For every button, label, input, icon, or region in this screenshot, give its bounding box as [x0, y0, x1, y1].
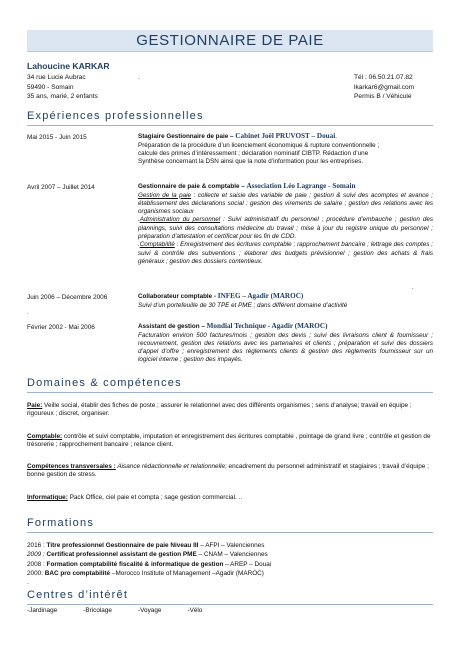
interests-list [27, 607, 228, 615]
section-education: Formations [27, 516, 433, 533]
address-line-2: 59490 - Somain [27, 83, 74, 91]
page-title: GESTIONNAIRE DE PAIE [136, 32, 324, 49]
job-org: INFEG – Agadir (MAROC) [217, 292, 304, 300]
job-line: Synthèse concernant la DSN ainsi que la note d’information pour les entreprises. [138, 158, 364, 166]
interest-item: -Jardinage [27, 607, 58, 614]
formation-item: 2008 : Formation comptabilité fiscalité & informatique de gestion – AREP – Douai [27, 560, 272, 568]
contact-details [354, 73, 414, 102]
candidate-name: Lahoucine KARKAR [27, 61, 110, 71]
job-paragraph: .Administration du personnel : Suivi administratif du personnel ; procédure d’embauche ; gestion des plannings, suivi des consultations médecine du travail ; mise à jour du registre unique du personnel ; préparation d’attestation et certificat pour les fin de CDD. [138, 216, 433, 240]
job-entry: Stagiaire Gestionnaire de paie – Cabinet Joël PRUVOST – Douai. Préparation de la procédure d’un licenciement économique & rupture conventionnelle ; calcule des primes d’intéressement ; déclaration nominatif CIBTP. Rédaction d’une Synthèse concernant la DSN ainsi que la note d’information pour les entreprises. [138, 132, 433, 166]
job-entry [138, 182, 433, 266]
job-line: Préparation de la procédure d’un licenciement économique & rupture conventionnelle ; [138, 141, 380, 149]
interest-item: -Bricolage [83, 607, 112, 614]
formation-list [27, 541, 433, 587]
job-role: Stagiaire Gestionnaire de paie – [138, 133, 236, 140]
job-line: calcule des primes d’intéressement ; déclaration nominatif CIBTP. Rédaction d’une [138, 149, 369, 157]
trailing-dot: . [27, 310, 29, 316]
skill-comptable: Comptable: contrôle et suivi comptable, imputation et enregistrement des écritures comptable , pointage de grand livre ; contrôle et gestion de trésorerie ; rapprochement bancaire ; relance client. [27, 433, 431, 449]
skill-paie: Paie: Veille social, établir des fiches de poste ; assurer le relationnel avec des différents organismes ; sens d’analyse; travail en équipe ; rigoureux ; discret, organiser. [27, 402, 412, 418]
job-entry [138, 322, 433, 365]
job-paragraph: Facturation environ 500 factures/mois ; gestion des devis ; suivi des livraisons client & fournisseur ; recouvrement, gestion des relations avec les partenaires et clients ; préparation et suivi des dossiers d’appel d’offre ; enregistrement des règlements clients & gestion des règlements fournisseur sur un logiciel interne ; gestion des impayés. [138, 331, 433, 364]
formation-item: 2009 : Certificat professionnel assistant de gestion PME – CNAM – Valenciennes [27, 551, 268, 559]
phone-number: Tél : 06.50.21.07.82 [354, 74, 413, 81]
job-date: Mai 2015 - Juin 2015 [27, 134, 87, 141]
driving-license: Permis B / Véhicule [354, 93, 412, 101]
contact-separator: . [138, 74, 140, 81]
skill-informatique: Informatique: Pack Office, ciel paie et compta ; sage gestion commercial. .. [27, 494, 243, 501]
job-role: Gestionnaire de paie & comptable – [138, 183, 247, 190]
address-line-1: 34 rue Lucie Aubrac [27, 74, 86, 81]
section-interests: Centres d’intérêt [27, 588, 433, 605]
section-experience: Expériences professionnelles [27, 109, 433, 126]
job-paragraph: .Comptabilité : Enregistrement des écritures comptable ; rapprochement bancaire ; lettrage des comptes ; suivi & contrôle des subventions ; élaborer des budgets prévisionnel ; gestion des achats & frais généraux ; gestion des dossiers contentieux. [138, 241, 433, 265]
skill-transversal: Compétences transversales : Aisance rédactionnelle et relationnelle; encadrement du personnel administratif et stagiaires ; travail d’équipe ; bonne gestion de stress. [27, 463, 429, 479]
personal-status: 35 ans, marié, 2 enfants [27, 93, 98, 101]
job-role: Assistant de gestion – [138, 323, 207, 330]
contact-address [27, 73, 98, 102]
job-org: Cabinet Joël PRUVOST – Douai [235, 132, 336, 140]
job-org: Association Léo Lagrange - Somain [246, 182, 356, 190]
job-entry [138, 292, 433, 310]
job-date: Juin 2006 – Décembre 2006 [27, 294, 108, 301]
job-date: Avril 2007 – Juillet 2014 [27, 184, 95, 191]
interest-item: -Vélo [187, 607, 203, 614]
section-skills: Domaines & compétences [27, 376, 433, 393]
formation-item: 2000: BAC pro comptabilité –Morocco Institute of Management –Agadir (MAROC) [27, 569, 264, 577]
formation-dot: . [27, 579, 29, 587]
interest-item: -Voyage [137, 607, 162, 614]
email-address: lkarkar6@gmail.com [354, 83, 415, 91]
trailing-dot: . [412, 285, 414, 291]
formation-item: 2016 : Titre professionnel Gestionnaire de paie Niveau III – AFPI – Valenciennes [27, 542, 265, 549]
job-line: Suivi d’un portefeuille de 30 TPE et PME ; dans différent domaine d’activité [138, 301, 348, 309]
job-date: Février 2002 - Mai 2006 [27, 324, 95, 331]
job-org: Mondial Technique - Agadir (MAROC) [206, 322, 328, 330]
title-banner [27, 30, 433, 52]
job-paragraph: Gestion de la paie : collecte et saisie des variable de paie ; gestion & suivi des acomptes et avance ; établissement des déclarations social ; gestion des virements de salaire ; gestion des relations avec les organismes sociaux [138, 191, 433, 216]
job-role: Collaborateur comptable - [138, 293, 218, 300]
